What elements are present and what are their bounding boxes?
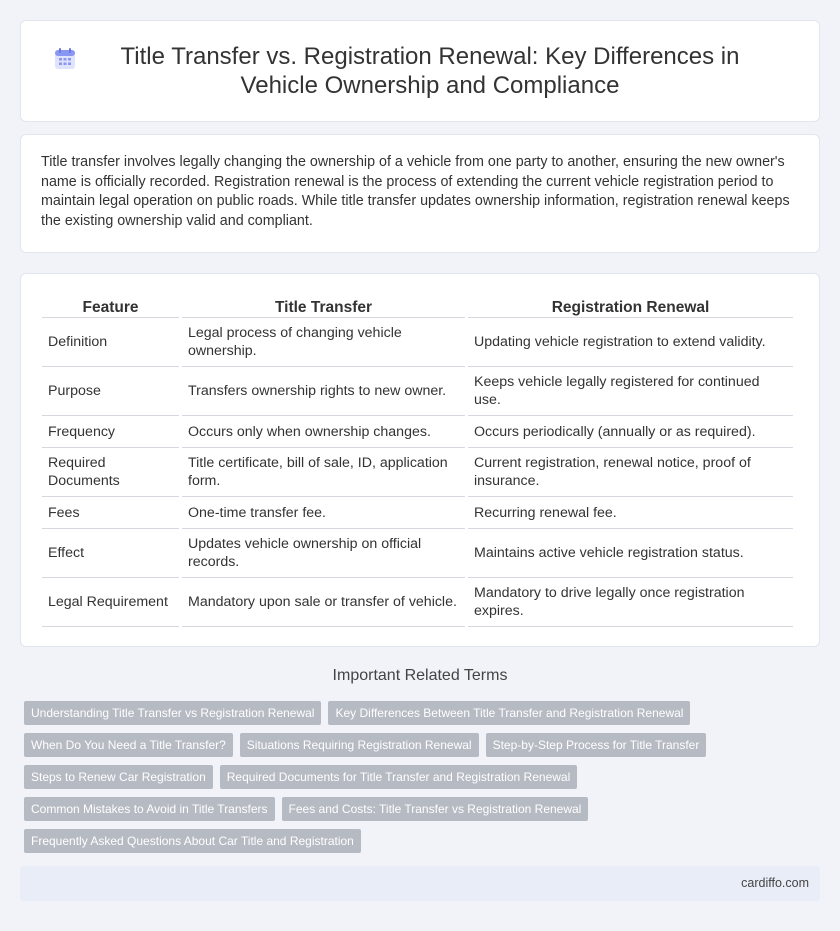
row-registration-renewal: Maintains active vehicle registration status. bbox=[468, 529, 793, 578]
tag-row bbox=[24, 765, 724, 789]
row-title-transfer: Title certificate, bill of sale, ID, application form. bbox=[182, 448, 465, 497]
header-feature: Feature bbox=[42, 296, 179, 318]
related-term-tag[interactable]: Fees and Costs: Title Transfer vs Registration Renewal bbox=[282, 797, 589, 821]
table-row bbox=[42, 318, 793, 367]
site-link[interactable]: cardiffo.com bbox=[741, 876, 809, 890]
comparison-table bbox=[39, 296, 796, 627]
related-terms-tags bbox=[24, 701, 724, 861]
tag-row bbox=[24, 701, 724, 725]
header-registration-renewal: Registration Renewal bbox=[468, 296, 793, 318]
row-feature: Required Documents bbox=[42, 448, 179, 497]
row-registration-renewal: Keeps vehicle legally registered for continued use. bbox=[468, 367, 793, 416]
tag-row bbox=[24, 829, 724, 853]
table-row bbox=[42, 529, 793, 578]
title-card bbox=[20, 20, 820, 122]
row-title-transfer: Transfers ownership rights to new owner. bbox=[182, 367, 465, 416]
page-title: Title Transfer vs. Registration Renewal: Key Differences in Vehicle Ownership and Compliance bbox=[120, 43, 740, 99]
row-registration-renewal: Current registration, renewal notice, proof of insurance. bbox=[468, 448, 793, 497]
table-row bbox=[42, 578, 793, 627]
related-term-tag[interactable]: When Do You Need a Title Transfer? bbox=[24, 733, 233, 757]
tag-row bbox=[24, 797, 724, 821]
related-term-tag[interactable]: Steps to Renew Car Registration bbox=[24, 765, 213, 789]
header-title-transfer: Title Transfer bbox=[182, 296, 465, 318]
intro-paragraph: Title transfer involves legally changing the ownership of a vehicle from one party to another, ensuring the new owner's name is officially recorded. Registration renewal is the process of extending the current vehicle registration period to maintain legal operation on public roads. While title transfer updates ownership information, registration renewal keeps the existing ownership valid and compliant. bbox=[41, 154, 790, 229]
row-feature: Purpose bbox=[42, 367, 179, 416]
tag-row bbox=[24, 733, 724, 757]
related-terms-title: Important Related Terms bbox=[332, 667, 508, 684]
related-term-tag[interactable]: Required Documents for Title Transfer and Registration Renewal bbox=[220, 765, 578, 789]
row-feature: Fees bbox=[42, 497, 179, 529]
row-registration-renewal: Updating vehicle registration to extend validity. bbox=[468, 318, 793, 367]
row-title-transfer: Occurs only when ownership changes. bbox=[182, 416, 465, 448]
row-feature: Legal Requirement bbox=[42, 578, 179, 627]
related-term-tag[interactable]: Understanding Title Transfer vs Registration Renewal bbox=[24, 701, 321, 725]
table-header-row bbox=[42, 296, 793, 318]
intro-card bbox=[20, 134, 820, 253]
related-term-tag[interactable]: Common Mistakes to Avoid in Title Transfers bbox=[24, 797, 275, 821]
row-feature: Frequency bbox=[42, 416, 179, 448]
related-term-tag[interactable]: Step-by-Step Process for Title Transfer bbox=[486, 733, 707, 757]
row-registration-renewal: Occurs periodically (annually or as required). bbox=[468, 416, 793, 448]
row-title-transfer: Mandatory upon sale or transfer of vehicle. bbox=[182, 578, 465, 627]
row-registration-renewal: Mandatory to drive legally once registration expires. bbox=[468, 578, 793, 627]
row-feature: Effect bbox=[42, 529, 179, 578]
comparison-table-card bbox=[20, 273, 820, 647]
table-row bbox=[42, 497, 793, 529]
related-term-tag[interactable]: Situations Requiring Registration Renewal bbox=[240, 733, 479, 757]
related-term-tag[interactable]: Key Differences Between Title Transfer and Registration Renewal bbox=[328, 701, 690, 725]
table-row bbox=[42, 367, 793, 416]
row-title-transfer: One-time transfer fee. bbox=[182, 497, 465, 529]
table-row bbox=[42, 448, 793, 497]
row-feature: Definition bbox=[42, 318, 179, 367]
table-row bbox=[42, 416, 793, 448]
row-title-transfer: Legal process of changing vehicle ownership. bbox=[182, 318, 465, 367]
related-term-tag[interactable]: Frequently Asked Questions About Car Title and Registration bbox=[24, 829, 361, 853]
footer bbox=[20, 866, 820, 901]
row-title-transfer: Updates vehicle ownership on official records. bbox=[182, 529, 465, 578]
row-registration-renewal: Recurring renewal fee. bbox=[468, 497, 793, 529]
